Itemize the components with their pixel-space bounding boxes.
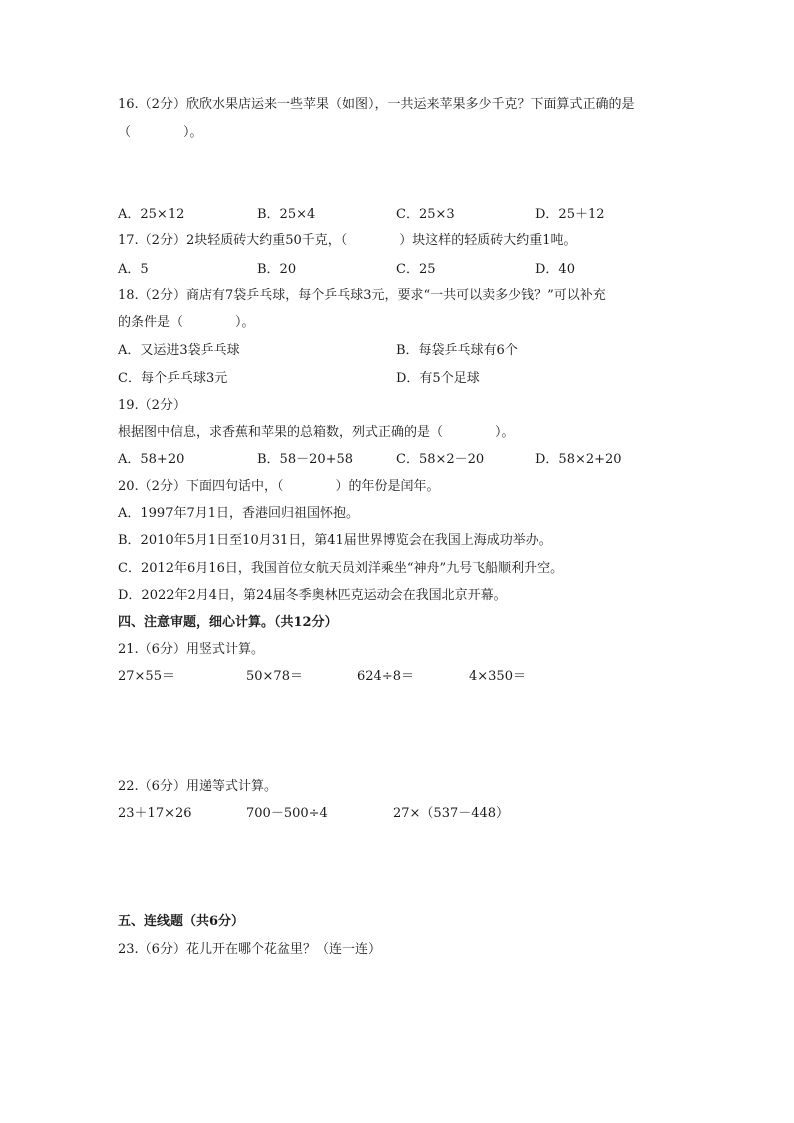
q19-option-b: B．58－20+58 <box>257 452 354 467</box>
q17-option-c: C．25 <box>396 262 436 277</box>
q18-option-a: A．又运进3袋乒乓球 <box>118 343 240 358</box>
q17-option-a: A．5 <box>118 262 149 277</box>
q19-option-d: D．58×2+20 <box>535 452 622 467</box>
q21-item-3: 624÷8＝ <box>357 669 414 684</box>
q21-item-2: 50×78＝ <box>246 669 303 684</box>
q16-blank: （ ）。 <box>118 125 203 140</box>
q19-option-c: C．58×2－20 <box>396 452 485 467</box>
q16-option-d: D．25＋12 <box>535 207 605 222</box>
q21-stem: 21.（6分）用竖式计算。 <box>118 642 264 657</box>
q22-stem: 22.（6分）用递等式计算。 <box>118 779 277 794</box>
q18-option-d: D．有5个足球 <box>396 371 480 386</box>
q18-stem-line1: 18.（2分）商店有7袋乒乓球，每个乒乓球3元，要求“一共可以卖多少钱？”可以补充 <box>118 288 606 303</box>
q20-option-a: A．1997年7月1日，香港回归祖国怀抱。 <box>118 506 360 521</box>
q18-option-c: C．每个乒乓球3元 <box>118 371 228 386</box>
section-4-title: 四、注意审题，细心计算。（共12分） <box>118 615 338 630</box>
q20-option-c: C．2012年6月16日，我国首位女航天员刘洋乘坐“神舟”九号飞船顺利升空。 <box>118 561 564 576</box>
q16-option-c: C．25×3 <box>396 207 455 222</box>
q17-option-d: D．40 <box>535 262 575 277</box>
q16-option-b: B．25×4 <box>257 207 316 222</box>
q18-stem-line2: 的条件是（ ）。 <box>118 315 255 330</box>
section-5-title: 五、连线题（共6分） <box>118 914 245 929</box>
q21-item-1: 27×55＝ <box>118 669 175 684</box>
q19-question: 根据图中信息，求香蕉和苹果的总箱数，列式正确的是（ ）。 <box>118 425 515 440</box>
q16-stem: 16.（2分）欣欣水果店运来一些苹果（如图），一共运来苹果多少千克？下面算式正确的是 <box>118 97 635 112</box>
q21-item-4: 4×350＝ <box>469 669 526 684</box>
q23-stem: 23.（6分）花儿开在哪个花盆里？（连一连） <box>118 942 381 957</box>
q18-option-b: B．每袋乒乓球有6个 <box>396 343 518 358</box>
q20-option-b: B．2010年5月1日至10月31日，第41届世界博览会在我国上海成功举办。 <box>118 533 552 548</box>
q19-stem: 19.（2分） <box>118 398 186 413</box>
q22-item-2: 700－500÷4 <box>246 806 328 821</box>
q20-option-d: D．2022年2月4日，第24届冬季奥林匹克运动会在我国北京开幕。 <box>118 588 507 603</box>
q22-item-1: 23＋17×26 <box>118 806 192 821</box>
q22-item-3: 27×（537－448） <box>393 806 510 821</box>
q17-stem: 17.（2分）2块轻质砖大约重50千克，（ ）块这样的轻质砖大约重1吨。 <box>118 233 577 248</box>
q20-stem: 20.（2分）下面四句话中，（ ）的年份是闰年。 <box>118 479 440 494</box>
q16-option-a: A．25×12 <box>118 207 185 222</box>
q19-option-a: A．58+20 <box>118 452 185 467</box>
q17-option-b: B．20 <box>257 262 297 277</box>
